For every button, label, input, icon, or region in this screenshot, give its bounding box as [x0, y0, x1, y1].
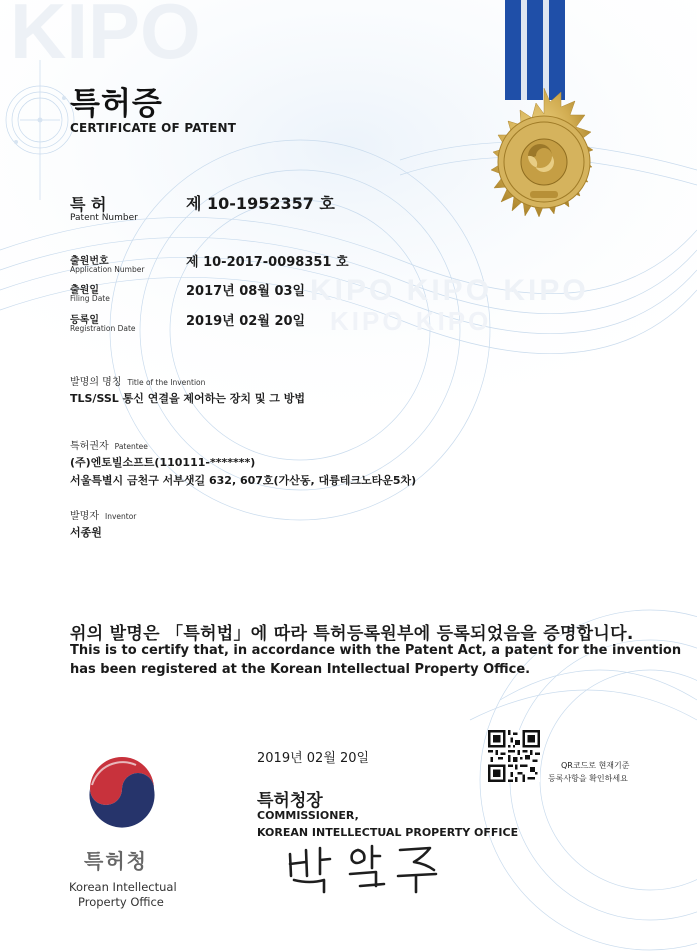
filing-date-label: 출원일: [70, 285, 99, 296]
qr-code-icon[interactable]: [488, 730, 540, 782]
inventor-label-en: Inventor: [104, 512, 137, 521]
certificate-title-en: CERTIFICATE OF PATENT: [70, 121, 237, 135]
patentee-name: (주)엔토빌소프트(110111-*******): [70, 456, 256, 469]
invention-title-label-ko: 발명의 명칭: [70, 377, 122, 388]
filing-date-label-en: Filing Date: [70, 294, 110, 303]
patent-number-label-en: Patent Number: [70, 213, 138, 223]
invention-title-label-en: Title of the Invention: [127, 378, 206, 387]
inventor-label-ko: 발명자: [70, 511, 99, 522]
application-number-label: 출원번호: [70, 256, 109, 267]
certification-statement-en-1: This is to certify that, in accordance with the Patent Act, a patent for the invention: [70, 643, 682, 658]
certificate-title: 특허증: [70, 86, 163, 122]
kipo-logo-text-en-1: Korean Intellectual: [69, 880, 177, 894]
qr-note-line-2: 등록사항을 확인하세요: [548, 774, 628, 783]
registration-date-value: 2019년 02월 20일: [186, 314, 306, 329]
invention-title-label: [70, 373, 205, 388]
kipo-logo-text: 특허청: [84, 849, 148, 873]
kipo-watermark: KIPO: [10, 0, 201, 75]
patent-number-label: 특 허: [70, 195, 107, 214]
filing-date-value: 2017년 08월 03일: [186, 284, 306, 299]
certification-statement-ko: 위의 발명은 「특허법」에 따라 특허등록원부에 등록되었음을 증명합니다.: [70, 624, 634, 644]
signature-image: [280, 840, 445, 900]
registration-date-label-en: Registration Date: [70, 324, 136, 333]
application-number-value: 제 10-2017-0098351 호: [186, 255, 349, 270]
kipo-logo-icon: [82, 755, 162, 835]
inventor-label: [70, 507, 136, 522]
svg-text:KIPO KIPO KIPO: KIPO KIPO KIPO: [310, 274, 589, 307]
registration-date-label: 등록일: [70, 315, 99, 326]
commissioner-title-en-1: COMMISSIONER,: [257, 809, 359, 822]
patentee-label-en: Patentee: [114, 442, 148, 451]
svg-text:KIPO KIPO: KIPO KIPO: [330, 306, 492, 336]
kipo-logo-text-en-2: Property Office: [78, 895, 164, 909]
issue-date: 2019년 02월 20일: [257, 751, 370, 766]
gold-seal-icon: [472, 84, 617, 244]
inventor-name: 서종원: [70, 526, 102, 539]
patentee-label: [70, 437, 148, 452]
qr-note-line-1: QR코드로 현재기준: [561, 761, 630, 770]
application-number-label-en: Application Number: [70, 265, 145, 274]
patentee-label-ko: 특허권자: [70, 441, 109, 452]
certification-statement-en-2: has been registered at the Korean Intellectual Property Office.: [70, 662, 531, 677]
patentee-address: 서울특별시 금천구 서부샛길 632, 607호(가산동, 대륭테크노타운5차): [70, 474, 417, 487]
commissioner-title: 특허청장: [257, 791, 323, 811]
commissioner-title-en-2: KOREAN INTELLECTUAL PROPERTY OFFICE: [257, 826, 519, 839]
invention-title-value: TLS/SSL 통신 연결을 제어하는 장치 및 그 방법: [70, 392, 306, 405]
patent-number-value: 제 10-1952357 호: [186, 194, 335, 213]
